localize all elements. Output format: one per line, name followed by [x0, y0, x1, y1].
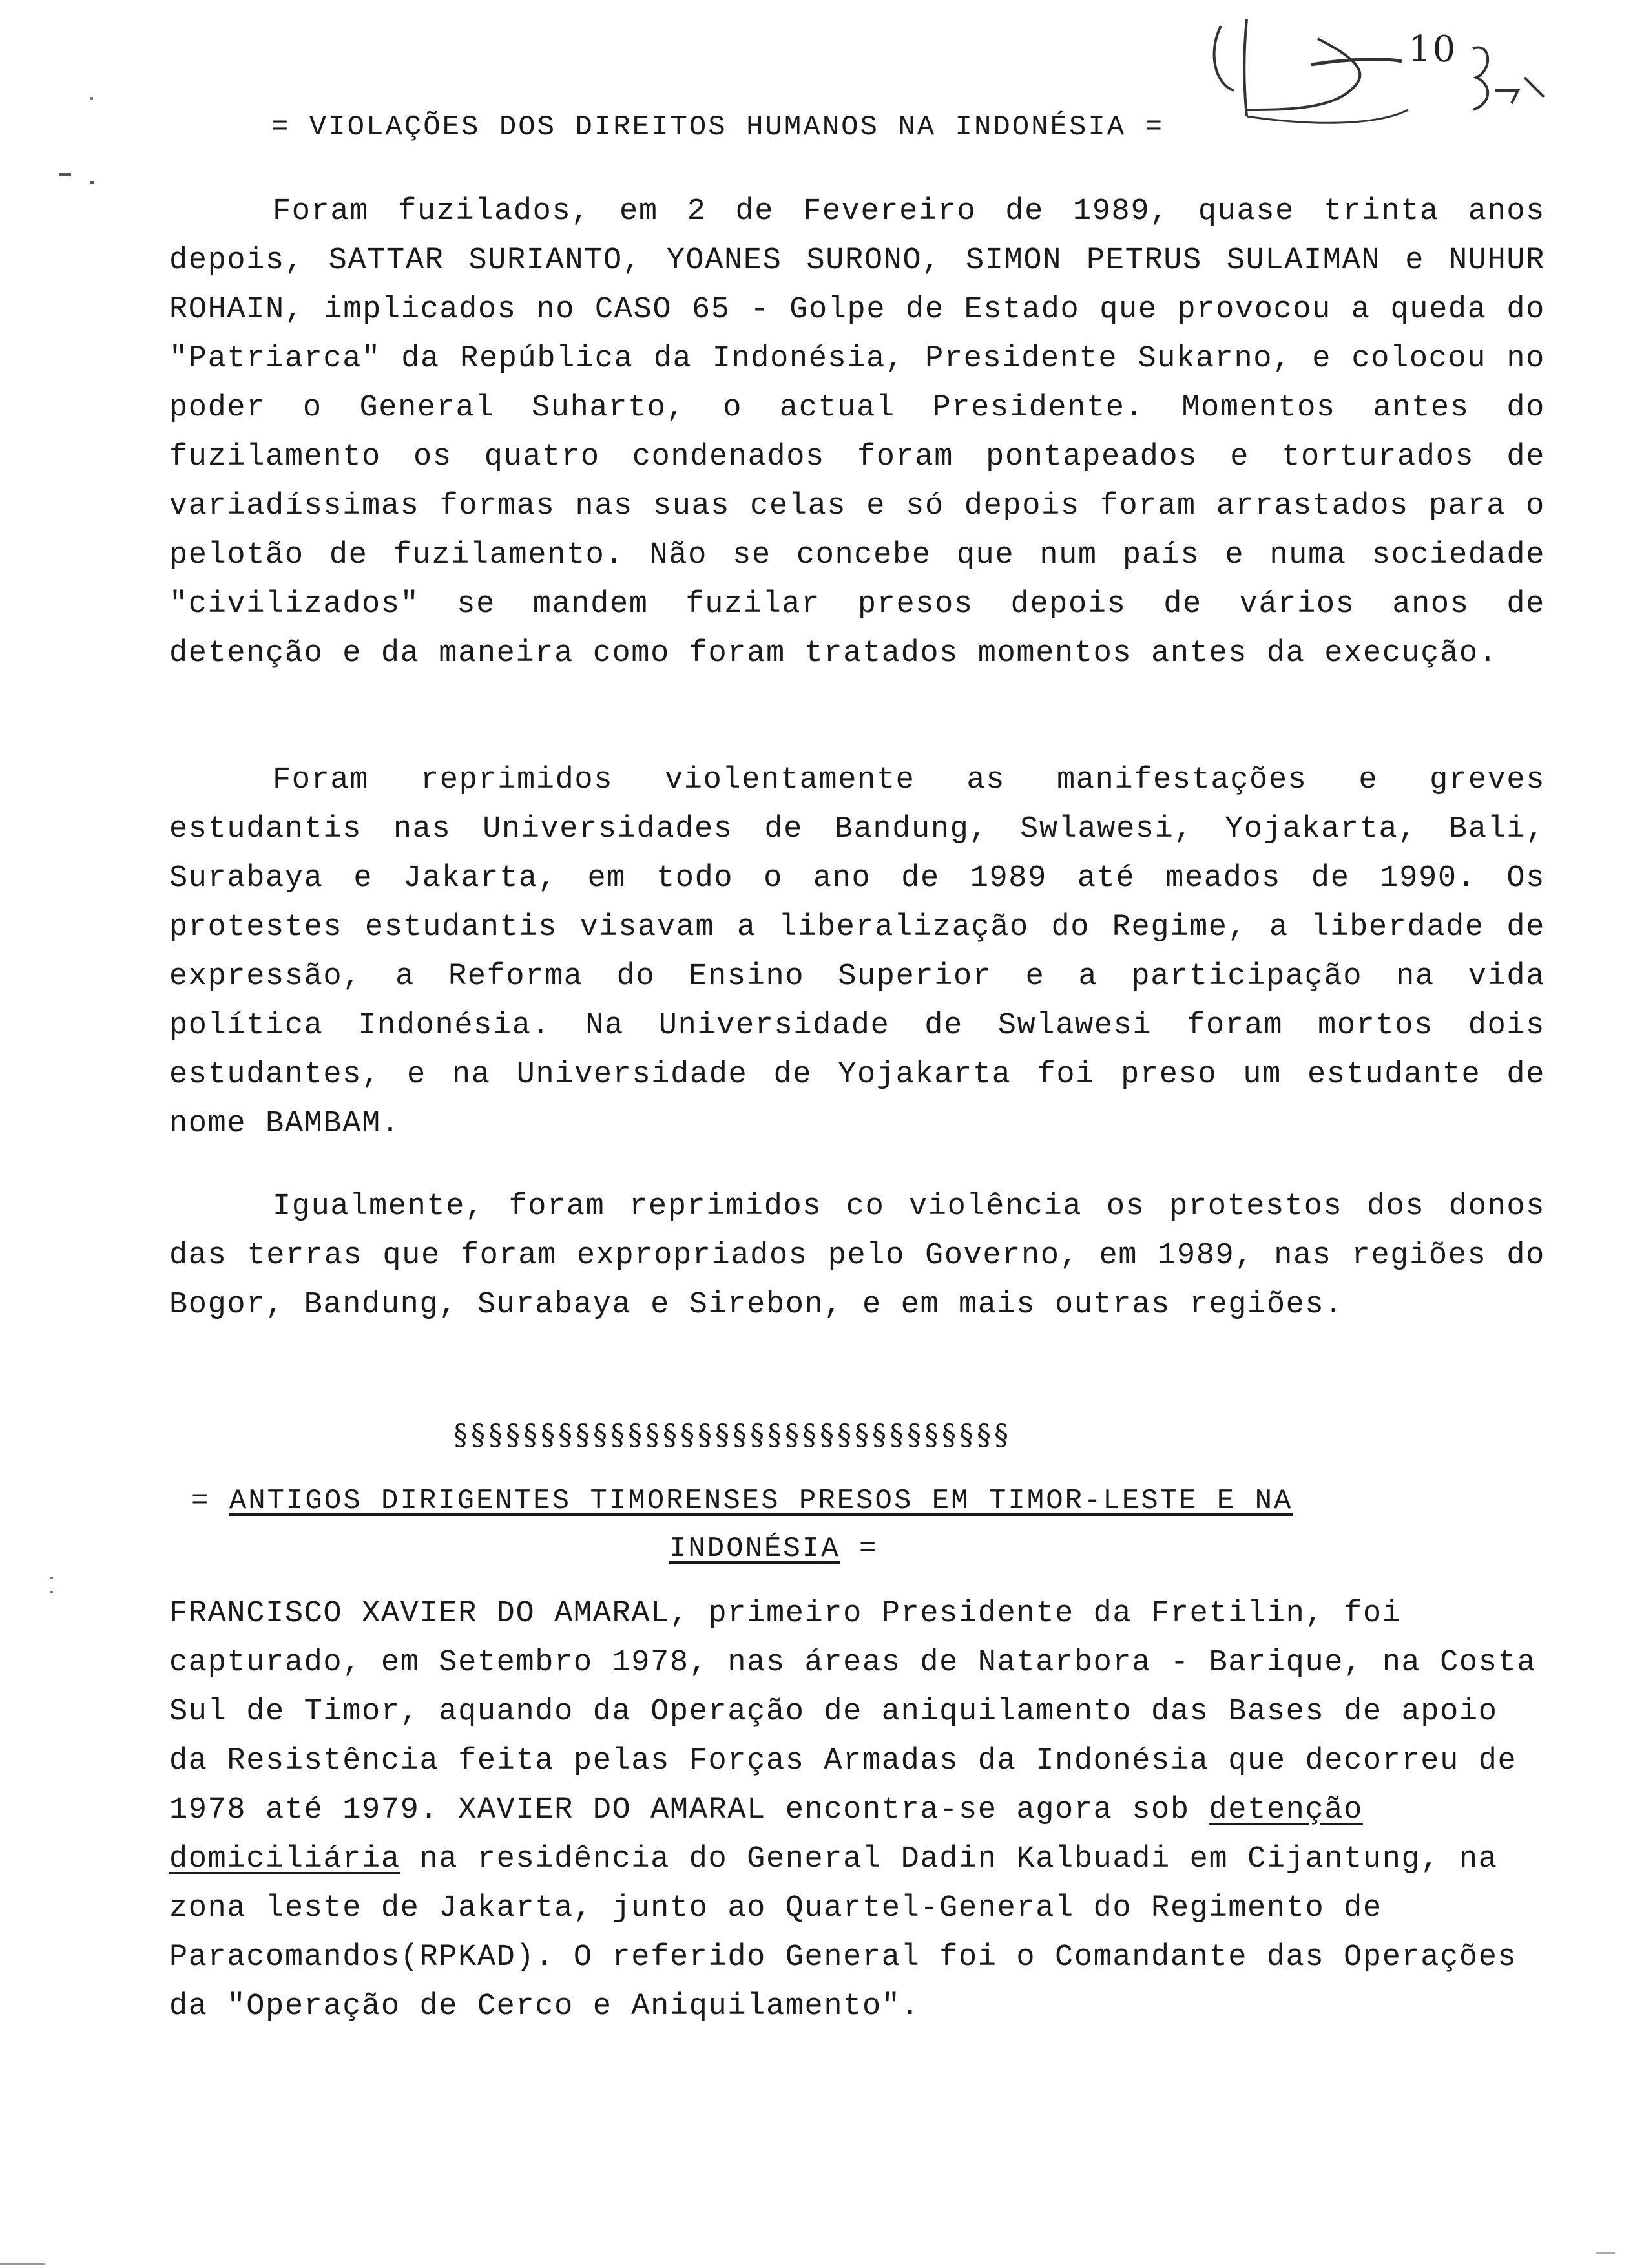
underlined-phrase: detenção domiciliária	[169, 1793, 1363, 1876]
paragraph-text: Foram reprimidos violentamente as manifestações e greves estudantis nas Universidades de Bandung, Swlawesi, Yojakarta, Bali, Surabaya e Jakarta, em todo o ano de 1989 até meados de 1990. Os protestes estudantis visavam a liberalização do Regime, a liberdade de expressão, a Reforma do Ensino Superior e a participação na vida política Indonésia. Na Universidade de Swlawesi foram mortos dois estudantes, e na Universidade de Yojakarta foi preso um estudante de nome BAMBAM.	[169, 763, 1545, 1141]
paragraph-text: Foram fuzilados, em 2 de Fevereiro de 1989, quase trinta anos depois, SATTAR SURIANTO, YOANES SURONO, SIMON PETRUS SULAIMAN e NUHUR ROHAIN, implicados no CASO 65 - Golpe de Estado que provocou a queda do "Patriarca" da República da Indonésia, Presidente Sukarno, e colocou no poder o General Suharto, o actual Presidente. Momentos antes do fuzilamento os quatro condenados foram pontapeados e torturados de variadíssimas formas nas suas celas e só depois foram arrastados para o pelotão de fuzilamento. Não se concebe que num país e numa sociedade "civilizados" se mandem fuzilar presos depois de vários anos de detenção e da maneira como foram tratados momentos antes da execução.	[169, 194, 1545, 671]
paragraph-text: Igualmente, foram reprimidos co violência os protestos dos donos das terras que foram expropriados pelo Governo, em 1989, nas regiões do Bogor, Bandung, Surabaya e Sirebon, e em mais outras regiões.	[169, 1190, 1545, 1322]
paragraph-text: FRANCISCO XAVIER DO AMARAL, primeiro Presidente da Fretilin, foi capturado, em Setembro 1978, nas áreas de Natarbora - Barique, na Costa Sul de Timor, aquando da Operação de aniquilamento das Bases de apoio da Resistência feita pelas Forças Armadas da Indonésia que decorreu de 1978 até 1979. XAVIER DO AMARAL encontra-se agora sob	[169, 1597, 1537, 1827]
paragraph-text: na residência do General Dadin Kalbuadi em Cijantung, na zona leste de Jakarta, junto ao Quartel-General do Regimento de Paracomandos(RPKAD). O referido General foi o Comandante das Operações da "Operação de Cerco e Aniquilamento".	[169, 1842, 1517, 2024]
page-number: 10	[1408, 28, 1457, 70]
heading-line-2: INDONÉSIA	[669, 1533, 840, 1565]
heading-line-1: ANTIGOS DIRIGENTES TIMORENSES PRESOS EM TIMOR-LESTE E NA	[229, 1485, 1293, 1517]
heading-prefix: =	[191, 1485, 211, 1517]
heading-suffix: =	[859, 1533, 879, 1565]
section-separator: §§§§§§§§§§§§§§§§§§§§§§§§§§§§§§§§	[453, 1419, 1012, 1452]
section-heading-human-rights: = VIOLAÇÕES DOS DIREITOS HUMANOS NA INDONÉSIA =	[271, 111, 1165, 143]
